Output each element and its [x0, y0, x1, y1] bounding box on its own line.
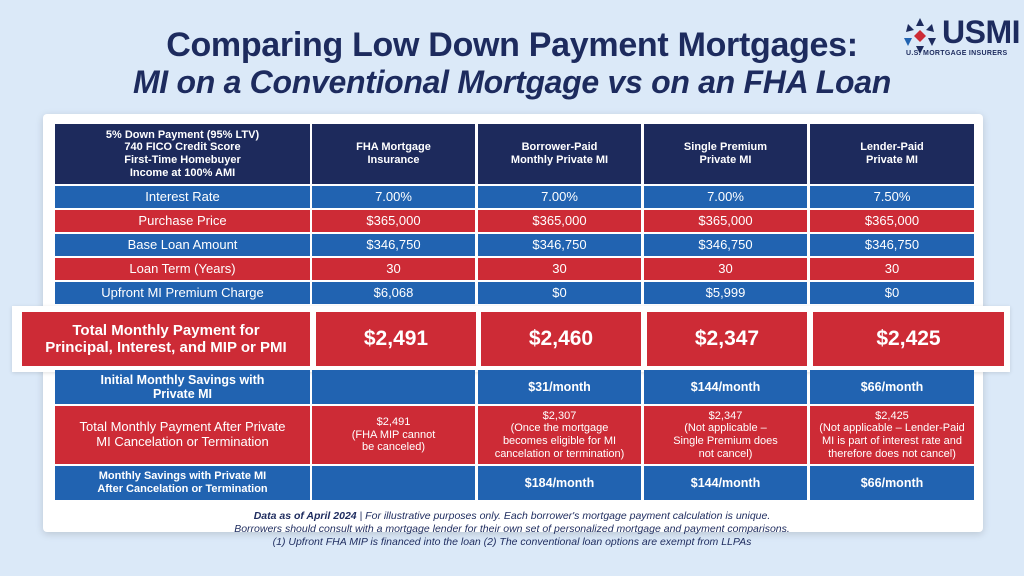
row-value	[810, 234, 974, 256]
total-monthly-payment-label-text: Total Monthly Payment for	[72, 321, 260, 339]
after-cancel-value-text: (Not applicable –	[684, 422, 767, 435]
page-subtitle: MI on a Conventional Mortgage vs on an FHA Loan	[132, 64, 892, 100]
initial-savings-value	[644, 370, 807, 404]
row-value	[644, 258, 807, 280]
total-monthly-payment-label	[22, 312, 310, 366]
row-value-text: $365,000	[864, 212, 920, 228]
row-value	[312, 186, 475, 208]
row-value	[478, 186, 641, 208]
header-column-3	[644, 124, 807, 184]
row-label	[55, 210, 310, 232]
row-value	[810, 210, 974, 232]
header-column-3-text: Private MI	[699, 154, 752, 166]
row-label-text: Purchase Price	[138, 212, 227, 228]
row-value-text: $365,000	[698, 212, 753, 228]
header-criteria-text: First-Time Homebuyer	[124, 154, 241, 166]
after-cancel-value-text: cancelation or termination)	[494, 447, 625, 460]
row-value-text: 30	[884, 260, 900, 276]
row-label-text: Base Loan Amount	[127, 236, 238, 252]
after-cancel-value-text: MI is part of interest rate and	[821, 435, 962, 447]
initial-savings-label-text: Initial Monthly Savings with	[100, 372, 265, 387]
footnote-line-1	[0, 510, 1024, 522]
total-monthly-payment-value	[316, 312, 476, 366]
row-label	[55, 282, 310, 304]
initial-savings-value-text: $31/month	[528, 379, 591, 394]
savings-after-value-text: $184/month	[524, 475, 595, 490]
after-cancel-value-text: (Not applicable – Lender-Paid	[819, 422, 965, 435]
header-column-1	[312, 124, 475, 184]
footnote-line-3: (1) Upfront FHA MIP is financed into the loan (2) The conventional loan options are exempt from LLPAs	[272, 536, 752, 548]
after-cancel-value-text: not cancel)	[698, 447, 753, 460]
row-label-text: Upfront MI Premium Charge	[101, 284, 264, 300]
row-value	[478, 258, 641, 280]
header-criteria	[55, 124, 310, 184]
row-label-text: Loan Term (Years)	[129, 260, 236, 276]
header-column-2-text: Monthly Private MI	[510, 154, 609, 166]
after-cancel-label-text: Total Monthly Payment After Private	[79, 419, 286, 435]
after-cancel-value-text: becomes eligible for MI	[502, 435, 617, 447]
row-value-text: $346,750	[366, 236, 421, 252]
total-monthly-payment-value-text: $2,347	[694, 326, 760, 350]
row-value-text: $5,999	[705, 284, 746, 300]
total-monthly-payment-value-text: $2,491	[363, 326, 429, 350]
header-criteria-text: 740 FICO Credit Score	[124, 141, 241, 154]
row-value-text: $365,000	[532, 212, 587, 228]
row-value-text: $346,750	[532, 236, 587, 252]
row-value-text: 7.00%	[707, 188, 744, 204]
row-value	[312, 282, 475, 304]
after-cancel-value	[478, 406, 641, 464]
after-cancel-label	[55, 406, 310, 464]
initial-savings-value-text: $144/month	[690, 379, 761, 394]
savings-after-label	[55, 466, 310, 500]
row-value-text: 30	[386, 260, 401, 276]
savings-after-value-text: $144/month	[690, 475, 761, 490]
after-cancel-value-text: (Once the mortgage	[510, 422, 609, 435]
row-value	[810, 186, 974, 208]
row-value	[810, 258, 974, 280]
row-label-text: Interest Rate	[145, 188, 220, 204]
row-label	[55, 258, 310, 280]
after-cancel-value	[810, 406, 974, 464]
after-cancel-value-text: Single Premium does	[673, 435, 778, 447]
after-cancel-value-text: $2,491	[376, 416, 411, 429]
row-value-text: 7.00%	[375, 188, 412, 204]
total-monthly-payment-value-text: $2,460	[528, 326, 594, 350]
after-cancel-value	[312, 406, 475, 464]
row-label	[55, 186, 310, 208]
row-value-text: $6,068	[373, 284, 414, 300]
row-value-text: 30	[718, 260, 733, 276]
savings-after-value	[810, 466, 974, 500]
header-column-3-text: Single Premium	[683, 141, 768, 154]
footnote-disclaimer: | For illustrative purposes only. Each borrower's mortgage payment calculation is unique.	[356, 510, 771, 522]
row-value-text: $365,000	[366, 212, 421, 228]
initial-savings-value	[810, 370, 974, 404]
usmi-logo	[900, 14, 1020, 58]
savings-after-value	[478, 466, 641, 500]
savings-after-label-text: After Cancelation or Termination	[97, 483, 268, 495]
footnote-date: Data as of April 2024	[253, 510, 357, 522]
header-column-2-text: Borrower-Paid	[521, 141, 598, 154]
total-monthly-payment-label-text: Principal, Interest, and MIP or PMI	[45, 339, 287, 356]
after-cancel-value	[644, 406, 807, 464]
savings-after-value	[312, 466, 475, 500]
footnote-line-2: Borrowers should consult with a mortgage lender for their own set of personalized mortgage and payment comparisons.	[234, 523, 790, 535]
total-monthly-payment-value	[813, 312, 1004, 366]
header-column-4-text: Lender-Paid	[860, 141, 924, 154]
page-title: Comparing Low Down Payment Mortgages:	[166, 26, 858, 64]
after-cancel-label-text: MI Cancelation or Termination	[96, 434, 269, 449]
after-cancel-value-text: (FHA MIP cannot	[351, 428, 436, 441]
after-cancel-value-text: be canceled)	[362, 441, 425, 454]
row-value-text: $0	[884, 284, 900, 300]
initial-savings-label-text: Private MI	[152, 387, 213, 401]
row-value	[644, 186, 807, 208]
initial-savings-value	[478, 370, 641, 404]
row-value-text: 7.00%	[541, 188, 578, 204]
row-value	[478, 282, 641, 304]
initial-savings-value	[312, 370, 475, 404]
after-cancel-value-text: $2,307	[542, 409, 577, 422]
header-column-4-text: Private MI	[866, 154, 918, 166]
header-column-1-text: Insurance	[367, 154, 420, 166]
after-cancel-value-text: $2,347	[708, 409, 743, 422]
header-criteria-text: Income at 100% AMI	[129, 166, 236, 179]
total-monthly-payment-value	[481, 312, 641, 366]
row-value-text: $0	[552, 284, 567, 300]
total-monthly-payment-value-text: $2,425	[876, 326, 941, 350]
savings-after-value-text: $66/month	[860, 475, 924, 490]
savings-after-label-text: Monthly Savings with Private MI	[98, 470, 267, 483]
row-value	[644, 234, 807, 256]
row-value	[312, 258, 475, 280]
after-cancel-value-text: therefore does not cancel)	[828, 447, 956, 460]
row-value	[810, 282, 974, 304]
row-value	[644, 210, 807, 232]
after-cancel-value-text: $2,425	[875, 409, 909, 422]
row-value	[644, 282, 807, 304]
header-column-1-text: FHA Mortgage	[356, 141, 431, 154]
row-value	[478, 234, 641, 256]
savings-after-value	[644, 466, 807, 500]
row-label	[55, 234, 310, 256]
row-value	[312, 234, 475, 256]
row-value-text: $346,750	[698, 236, 753, 252]
logo-wordmark: USMI	[942, 14, 1020, 50]
row-value	[478, 210, 641, 232]
row-value-text: 30	[552, 260, 567, 276]
initial-savings-value-text: $66/month	[860, 379, 924, 394]
row-value-text: 7.50%	[873, 188, 911, 204]
row-value	[312, 210, 475, 232]
row-value-text: $346,750	[864, 236, 920, 252]
header-column-4	[810, 124, 974, 184]
header-criteria-text: 5% Down Payment (95% LTV)	[105, 128, 260, 141]
logo-tagline: U.S. MORTGAGE INSURERS	[906, 50, 1008, 57]
total-monthly-payment-value	[647, 312, 807, 366]
initial-savings-label	[55, 370, 310, 404]
header-column-2	[478, 124, 641, 184]
